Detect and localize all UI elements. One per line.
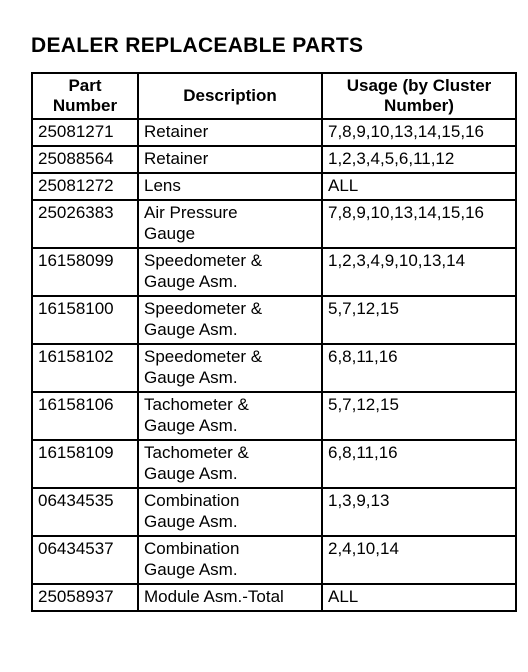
description-line1: Lens [144,176,181,195]
description-cell [138,200,322,248]
description-cell [138,392,322,440]
part-number-cell: 06434537 [32,536,138,584]
part-number-cell: 16158106 [32,392,138,440]
part-number-cell: 16158100 [32,296,138,344]
description-line2: Gauge Asm. [144,512,238,531]
usage-cell: 7,8,9,10,13,14,15,16 [322,119,516,146]
description-line2: Gauge Asm. [144,416,238,435]
part-number-cell: 25058937 [32,584,138,611]
description-line2: Gauge Asm. [144,464,238,483]
description-cell [138,488,322,536]
table-row [32,536,516,584]
table-row [32,146,516,173]
description-line1: Tachometer & [144,443,249,462]
header-usage-line2: Number) [384,96,454,115]
description-cell [138,119,322,146]
table-row [32,392,516,440]
description-line1: Module Asm.-Total [144,587,284,606]
part-number-cell: 25026383 [32,200,138,248]
table-row [32,488,516,536]
header-row [32,73,516,119]
parts-table [31,72,517,612]
description-line1: Speedometer & [144,299,263,318]
description-cell [138,173,322,200]
description-line2: Gauge [144,224,196,243]
usage-cell: 1,3,9,13 [322,488,516,536]
description-line2: Gauge Asm. [144,320,238,339]
description-line1: Speedometer & [144,347,263,366]
description-line1: Air Pressure [144,203,238,222]
usage-cell: 6,8,11,16 [322,344,516,392]
description-line1: Speedometer & [144,251,263,270]
part-number-cell: 25088564 [32,146,138,173]
part-number-cell: 25081271 [32,119,138,146]
usage-cell: 6,8,11,16 [322,440,516,488]
description-cell [138,584,322,611]
table-row [32,173,516,200]
header-part-line2: Number [52,96,118,115]
description-line1: Tachometer & [144,395,249,414]
part-number-cell: 16158102 [32,344,138,392]
description-cell [138,248,322,296]
description-cell [138,344,322,392]
table-row [32,248,516,296]
part-number-cell: 06434535 [32,488,138,536]
description-line2: Gauge Asm. [144,560,238,579]
description-cell [138,536,322,584]
description-cell [138,440,322,488]
part-number-cell: 16158099 [32,248,138,296]
description-line1: Combination [144,539,240,558]
header-usage [322,73,516,119]
description-line2: Gauge Asm. [144,272,238,291]
description-cell [138,146,322,173]
usage-cell: 5,7,12,15 [322,296,516,344]
usage-cell: ALL [322,584,516,611]
part-number-cell: 25081272 [32,173,138,200]
part-number-cell: 16158109 [32,440,138,488]
description-line1: Retainer [144,149,209,168]
usage-cell: 2,4,10,14 [322,536,516,584]
table-row [32,119,516,146]
table-row [32,440,516,488]
header-usage-line1: Usage (by Cluster [346,76,492,95]
page-title: DEALER REPLACEABLE PARTS [31,34,364,57]
table-row [32,344,516,392]
usage-cell: 1,2,3,4,5,6,11,12 [322,146,516,173]
table-row [32,584,516,611]
table-row [32,296,516,344]
usage-cell: 5,7,12,15 [322,392,516,440]
header-description: Description [138,73,322,119]
usage-cell: 7,8,9,10,13,14,15,16 [322,200,516,248]
usage-cell: 1,2,3,4,9,10,13,14 [322,248,516,296]
table-row [32,200,516,248]
description-cell [138,296,322,344]
header-part-line1: Part [68,76,102,95]
description-line1: Combination [144,491,240,510]
header-part-number [32,73,138,119]
description-line1: Retainer [144,122,209,141]
description-line2: Gauge Asm. [144,368,238,387]
usage-cell: ALL [322,173,516,200]
